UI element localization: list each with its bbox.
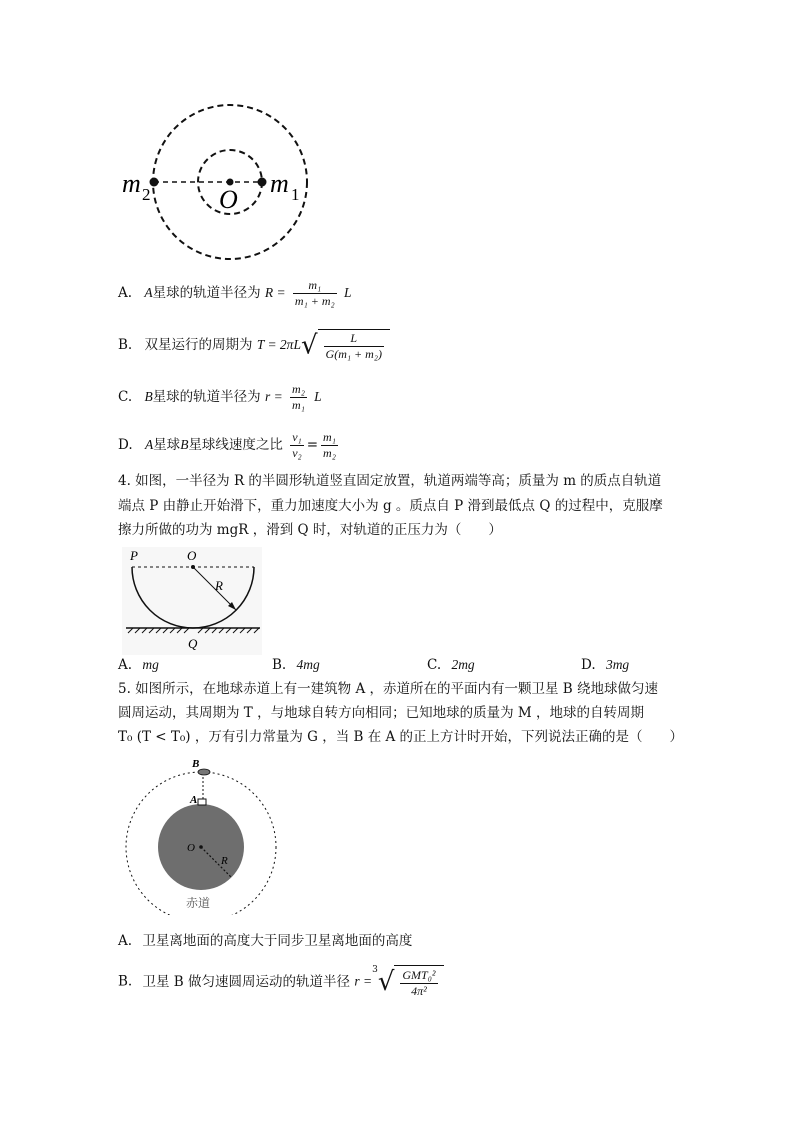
q4-stem-line-2: 端点 P 由静止开始滑下，重力加速度大小为 g 。质点自 P 滑到最低点 Q 的过程中，克服摩 xyxy=(118,498,663,514)
label-m1-sub: 1 xyxy=(291,185,300,204)
earth-satellite-figure xyxy=(122,755,280,915)
label-b: B xyxy=(192,758,200,770)
center-o-dot xyxy=(191,565,195,569)
label-equator: 赤道 xyxy=(186,896,211,910)
label-m2-sub: 2 xyxy=(142,185,151,204)
q3-option-d[interactable]: D. A星球B星球线速度之比 $\frac{\text{v₁}}{\text{v₂}}$ = $\frac{\text{m₁}}{\text{m₂}}$ xyxy=(118,430,336,460)
q4-stem-line-1: 4. 如图，一半径为 R 的半圆形轨道竖直固定放置，轨道两端等高；质量为 m 的质点自轨道 xyxy=(118,473,662,489)
label-r: R xyxy=(215,578,223,593)
mass-m2-dot xyxy=(150,178,159,187)
q4-option-b[interactable]: B. 4mg xyxy=(272,657,320,673)
q4-stem-line-3: 擦力所做的功为 mgR ，滑到 Q 时，对轨道的正压力为（ ） xyxy=(118,522,502,538)
q5-stem-line-3: T₀ (T < T₀) ，万有引力常量为 G ，当 B 在 A 的正上方计时开始，下列说法正确的是（ ） xyxy=(118,729,684,745)
q5-stem-line-1: 5. 如图所示，在地球赤道上有一建筑物 A ，赤道所在的平面内有一颗卫星 B 绕地球做匀速 xyxy=(118,681,659,697)
fraction: $\frac{\text{m₁}}{\text{m₁ + m₂}}$ xyxy=(294,278,335,308)
label-r: R xyxy=(221,855,228,867)
label-o: O xyxy=(187,842,195,854)
radical-sign: √ xyxy=(377,967,395,997)
q3-option-c[interactable]: C. B星球的轨道半径为 r = $\frac{\text{m₂}}{\text{m₁}}$ L xyxy=(118,382,322,412)
q5-option-a[interactable]: A. 卫星离地面的高度大于同步卫星离地面的高度 xyxy=(118,933,413,949)
q5-stem-line-2: 圆周运动，其周期为 T ，与地球自转方向相同；已知地球的质量为 M ，地球的自转周期 xyxy=(118,705,644,721)
label-m2: m xyxy=(122,169,141,198)
building-a xyxy=(198,799,206,805)
label-q: Q xyxy=(188,636,198,651)
q4-option-a[interactable]: A. mg xyxy=(118,657,159,673)
q3-option-a[interactable]: A. A星球的轨道半径为 R = $\frac{\text{m₁}}{\text{m₁ + m₂}}$ L xyxy=(118,278,352,308)
label-m1: m xyxy=(270,169,289,198)
label-p: P xyxy=(130,548,138,563)
radical-sign: √ xyxy=(300,330,318,361)
satellite-b xyxy=(198,769,210,775)
label-o: O xyxy=(219,185,238,214)
q4-option-d[interactable]: D. 3mg xyxy=(581,657,630,673)
semicircle-track-figure xyxy=(122,547,262,655)
label-o: O xyxy=(187,548,197,563)
binary-star-figure xyxy=(115,100,315,270)
label-a: A xyxy=(190,794,198,806)
q3-option-b[interactable]: B. 双星运行的周期为 T = 2πL√ $\frac{L}{\text{G(m₁ + m₂)}}$ xyxy=(118,329,390,362)
q5-option-b[interactable]: B. 卫星 B 做匀速圆周运动的轨道半径 r =$^3$√ $\frac{\text{GMT₀²}}{\text{4π²}}$ xyxy=(118,961,444,1000)
q4-option-c[interactable]: C. 2mg xyxy=(427,657,475,673)
mass-m1-dot xyxy=(258,178,267,187)
